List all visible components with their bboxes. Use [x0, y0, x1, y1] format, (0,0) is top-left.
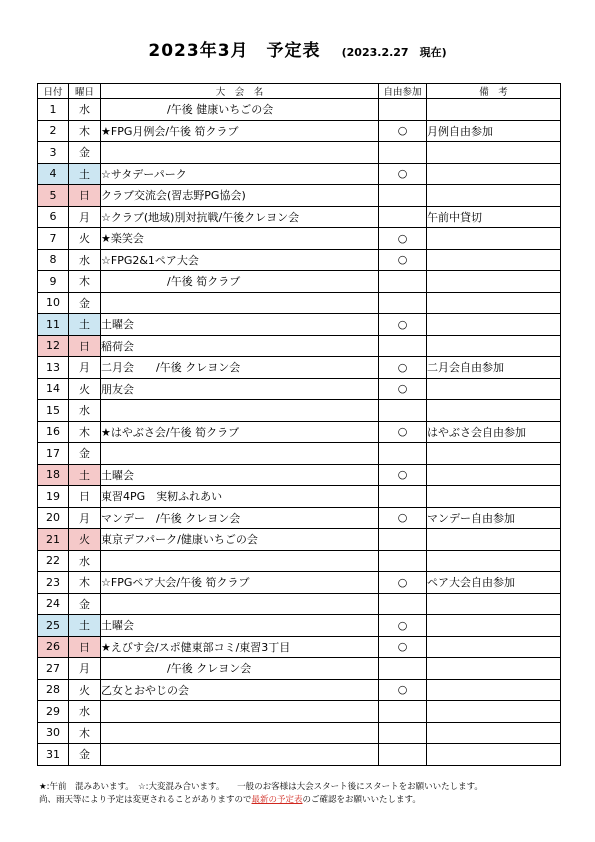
- day-cell: 22: [38, 550, 69, 572]
- table-row: [38, 636, 561, 658]
- table-row: [38, 464, 561, 486]
- weekday-cell: 火: [69, 378, 101, 400]
- weekday-cell: 金: [69, 744, 101, 766]
- event-cell: ☆サタデーパーク: [101, 163, 379, 185]
- table-row: [38, 701, 561, 723]
- weekday-cell: 木: [69, 722, 101, 744]
- free-join-cell: ○: [379, 507, 427, 529]
- weekday-cell: 金: [69, 443, 101, 465]
- free-join-cell: [379, 550, 427, 572]
- table-row: [38, 443, 561, 465]
- free-join-cell: [379, 593, 427, 615]
- day-cell: 18: [38, 464, 69, 486]
- event-cell: [101, 593, 379, 615]
- event-cell: [101, 400, 379, 422]
- weekday-cell: 土: [69, 464, 101, 486]
- event-cell: [101, 550, 379, 572]
- event-cell: [101, 744, 379, 766]
- event-cell: ★えびす会/スポ健東部コミ/東習3丁目: [101, 636, 379, 658]
- day-cell: 2: [38, 120, 69, 142]
- free-join-cell: [379, 443, 427, 465]
- event-cell: [101, 292, 379, 314]
- day-cell: 17: [38, 443, 69, 465]
- table-row: [38, 335, 561, 357]
- note-cell: [427, 228, 561, 250]
- page-title-block: [0, 36, 595, 61]
- free-join-cell: [379, 206, 427, 228]
- table-row: [38, 99, 561, 121]
- note-cell: [427, 636, 561, 658]
- table-row: [38, 550, 561, 572]
- note-cell: [427, 464, 561, 486]
- free-join-cell: [379, 658, 427, 680]
- note-cell: [427, 99, 561, 121]
- latest-schedule-link[interactable]: 最新の予定表: [251, 795, 303, 805]
- note-cell: [427, 550, 561, 572]
- weekday-cell: 月: [69, 658, 101, 680]
- day-cell: 23: [38, 572, 69, 594]
- weekday-cell: 土: [69, 163, 101, 185]
- weekday-cell: 木: [69, 421, 101, 443]
- event-cell: /午後 クレヨン会: [101, 658, 379, 680]
- table-row: [38, 679, 561, 701]
- event-cell: 東京デフパーク/健康いちごの会: [101, 529, 379, 551]
- day-cell: 5: [38, 185, 69, 207]
- note-cell: [427, 658, 561, 680]
- free-join-cell: ○: [379, 314, 427, 336]
- note-cell: 二月会自由参加: [427, 357, 561, 379]
- event-cell: クラブ交流会(習志野PG協会): [101, 185, 379, 207]
- free-join-cell: [379, 722, 427, 744]
- event-cell: 土曜会: [101, 314, 379, 336]
- note-cell: [427, 443, 561, 465]
- weekday-cell: 月: [69, 357, 101, 379]
- note-cell: [427, 249, 561, 271]
- table-row: [38, 185, 561, 207]
- weekday-cell: 火: [69, 679, 101, 701]
- free-join-cell: ○: [379, 249, 427, 271]
- note-cell: [427, 486, 561, 508]
- event-cell: ☆FPG2&1ペア大会: [101, 249, 379, 271]
- day-cell: 21: [38, 529, 69, 551]
- free-join-cell: [379, 529, 427, 551]
- event-cell: [101, 142, 379, 164]
- day-cell: 19: [38, 486, 69, 508]
- event-cell: [101, 443, 379, 465]
- free-join-cell: [379, 185, 427, 207]
- note-cell: 月例自由参加: [427, 120, 561, 142]
- note-cell: [427, 335, 561, 357]
- table-row: [38, 163, 561, 185]
- event-cell: ★楽笑会: [101, 228, 379, 250]
- table-row: [38, 722, 561, 744]
- table-row: [38, 615, 561, 637]
- note-cell: マンデー自由参加: [427, 507, 561, 529]
- event-cell: 朋友会: [101, 378, 379, 400]
- weekday-cell: 日: [69, 636, 101, 658]
- header-free: 自由参加: [379, 84, 427, 99]
- day-cell: 26: [38, 636, 69, 658]
- note-cell: 午前中貸切: [427, 206, 561, 228]
- free-join-cell: [379, 701, 427, 723]
- footer-legend: ★:午前 混みあいます。 ☆:大変混み合います。 一般のお客様は大会スタート後にスタートをお願いいたします。: [39, 782, 483, 792]
- weekday-cell: 土: [69, 615, 101, 637]
- weekday-cell: 木: [69, 120, 101, 142]
- note-cell: [427, 679, 561, 701]
- schedule-body: [38, 99, 561, 766]
- footer-disclaimer-tail: のご確認をお願いいたします。: [302, 795, 421, 805]
- day-cell: 7: [38, 228, 69, 250]
- table-row: [38, 206, 561, 228]
- weekday-cell: 水: [69, 400, 101, 422]
- event-cell: 稲荷会: [101, 335, 379, 357]
- event-cell: マンデー /午後 クレヨン会: [101, 507, 379, 529]
- table-row: [38, 142, 561, 164]
- weekday-cell: 木: [69, 271, 101, 293]
- header-notes: 備 考: [427, 84, 561, 99]
- event-cell: 土曜会: [101, 464, 379, 486]
- free-join-cell: [379, 335, 427, 357]
- weekday-cell: 金: [69, 142, 101, 164]
- day-cell: 8: [38, 249, 69, 271]
- day-cell: 15: [38, 400, 69, 422]
- free-join-cell: [379, 142, 427, 164]
- day-cell: 6: [38, 206, 69, 228]
- free-join-cell: [379, 486, 427, 508]
- event-cell: 東習4PG 実籾ふれあい: [101, 486, 379, 508]
- day-cell: 30: [38, 722, 69, 744]
- free-join-cell: [379, 400, 427, 422]
- note-cell: [427, 744, 561, 766]
- schedule-table: [37, 83, 561, 766]
- free-join-cell: ○: [379, 464, 427, 486]
- header-dow: 曜日: [69, 84, 101, 99]
- event-cell: 土曜会: [101, 615, 379, 637]
- free-join-cell: ○: [379, 572, 427, 594]
- table-row: [38, 593, 561, 615]
- weekday-cell: 水: [69, 249, 101, 271]
- day-cell: 29: [38, 701, 69, 723]
- event-cell: ☆クラブ(地域)別対抗戦/午後クレヨン会: [101, 206, 379, 228]
- table-row: [38, 249, 561, 271]
- free-join-cell: [379, 99, 427, 121]
- header-day: 日付: [38, 84, 69, 99]
- table-row: [38, 486, 561, 508]
- table-row: [38, 228, 561, 250]
- as-of-date: (2023.2.27 現在): [341, 46, 447, 59]
- table-row: [38, 292, 561, 314]
- free-join-cell: ○: [379, 636, 427, 658]
- table-row: [38, 400, 561, 422]
- note-cell: [427, 701, 561, 723]
- day-cell: 28: [38, 679, 69, 701]
- table-row: [38, 744, 561, 766]
- note-cell: [427, 292, 561, 314]
- note-cell: [427, 314, 561, 336]
- table-row: [38, 529, 561, 551]
- note-cell: [427, 271, 561, 293]
- page-title: 2023年3月 予定表: [148, 41, 321, 61]
- note-cell: [427, 400, 561, 422]
- day-cell: 9: [38, 271, 69, 293]
- event-cell: [101, 701, 379, 723]
- day-cell: 3: [38, 142, 69, 164]
- note-cell: [427, 529, 561, 551]
- table-row: [38, 378, 561, 400]
- day-cell: 13: [38, 357, 69, 379]
- event-cell: /午後 筍クラブ: [101, 271, 379, 293]
- day-cell: 20: [38, 507, 69, 529]
- weekday-cell: 火: [69, 529, 101, 551]
- table-row: [38, 658, 561, 680]
- note-cell: [427, 593, 561, 615]
- weekday-cell: 金: [69, 292, 101, 314]
- event-cell: ☆FPGペア大会/午後 筍クラブ: [101, 572, 379, 594]
- table-header-row: [38, 84, 561, 99]
- footer-notes: [39, 781, 483, 807]
- day-cell: 31: [38, 744, 69, 766]
- weekday-cell: 日: [69, 335, 101, 357]
- table-row: [38, 314, 561, 336]
- weekday-cell: 月: [69, 206, 101, 228]
- note-cell: ペア大会自由参加: [427, 572, 561, 594]
- day-cell: 10: [38, 292, 69, 314]
- weekday-cell: 火: [69, 228, 101, 250]
- free-join-cell: [379, 292, 427, 314]
- weekday-cell: 金: [69, 593, 101, 615]
- table-row: [38, 271, 561, 293]
- weekday-cell: 水: [69, 99, 101, 121]
- free-join-cell: ○: [379, 120, 427, 142]
- header-event: 大 会 名: [101, 84, 379, 99]
- day-cell: 4: [38, 163, 69, 185]
- free-join-cell: ○: [379, 615, 427, 637]
- day-cell: 14: [38, 378, 69, 400]
- note-cell: はやぶさ会自由参加: [427, 421, 561, 443]
- table-row: [38, 421, 561, 443]
- table-row: [38, 507, 561, 529]
- note-cell: [427, 185, 561, 207]
- free-join-cell: ○: [379, 378, 427, 400]
- day-cell: 1: [38, 99, 69, 121]
- event-cell: 二月会 /午後 クレヨン会: [101, 357, 379, 379]
- free-join-cell: ○: [379, 228, 427, 250]
- footer-disclaimer-text: 尚、雨天等により予定は変更されることがありますので: [39, 795, 252, 805]
- day-cell: 16: [38, 421, 69, 443]
- day-cell: 27: [38, 658, 69, 680]
- weekday-cell: 日: [69, 185, 101, 207]
- free-join-cell: ○: [379, 679, 427, 701]
- day-cell: 24: [38, 593, 69, 615]
- table-row: [38, 120, 561, 142]
- note-cell: [427, 163, 561, 185]
- day-cell: 25: [38, 615, 69, 637]
- free-join-cell: ○: [379, 357, 427, 379]
- event-cell: /午後 健康いちごの会: [101, 99, 379, 121]
- event-cell: ★はやぶさ会/午後 筍クラブ: [101, 421, 379, 443]
- free-join-cell: ○: [379, 421, 427, 443]
- weekday-cell: 木: [69, 572, 101, 594]
- table-row: [38, 357, 561, 379]
- event-cell: ★FPG月例会/午後 筍クラブ: [101, 120, 379, 142]
- event-cell: [101, 722, 379, 744]
- weekday-cell: 月: [69, 507, 101, 529]
- note-cell: [427, 722, 561, 744]
- day-cell: 12: [38, 335, 69, 357]
- note-cell: [427, 378, 561, 400]
- free-join-cell: ○: [379, 163, 427, 185]
- footer-disclaimer: [39, 794, 483, 807]
- note-cell: [427, 142, 561, 164]
- weekday-cell: 日: [69, 486, 101, 508]
- weekday-cell: 水: [69, 701, 101, 723]
- weekday-cell: 水: [69, 550, 101, 572]
- free-join-cell: [379, 271, 427, 293]
- note-cell: [427, 615, 561, 637]
- free-join-cell: [379, 744, 427, 766]
- weekday-cell: 土: [69, 314, 101, 336]
- day-cell: 11: [38, 314, 69, 336]
- event-cell: 乙女とおやじの会: [101, 679, 379, 701]
- table-row: [38, 572, 561, 594]
